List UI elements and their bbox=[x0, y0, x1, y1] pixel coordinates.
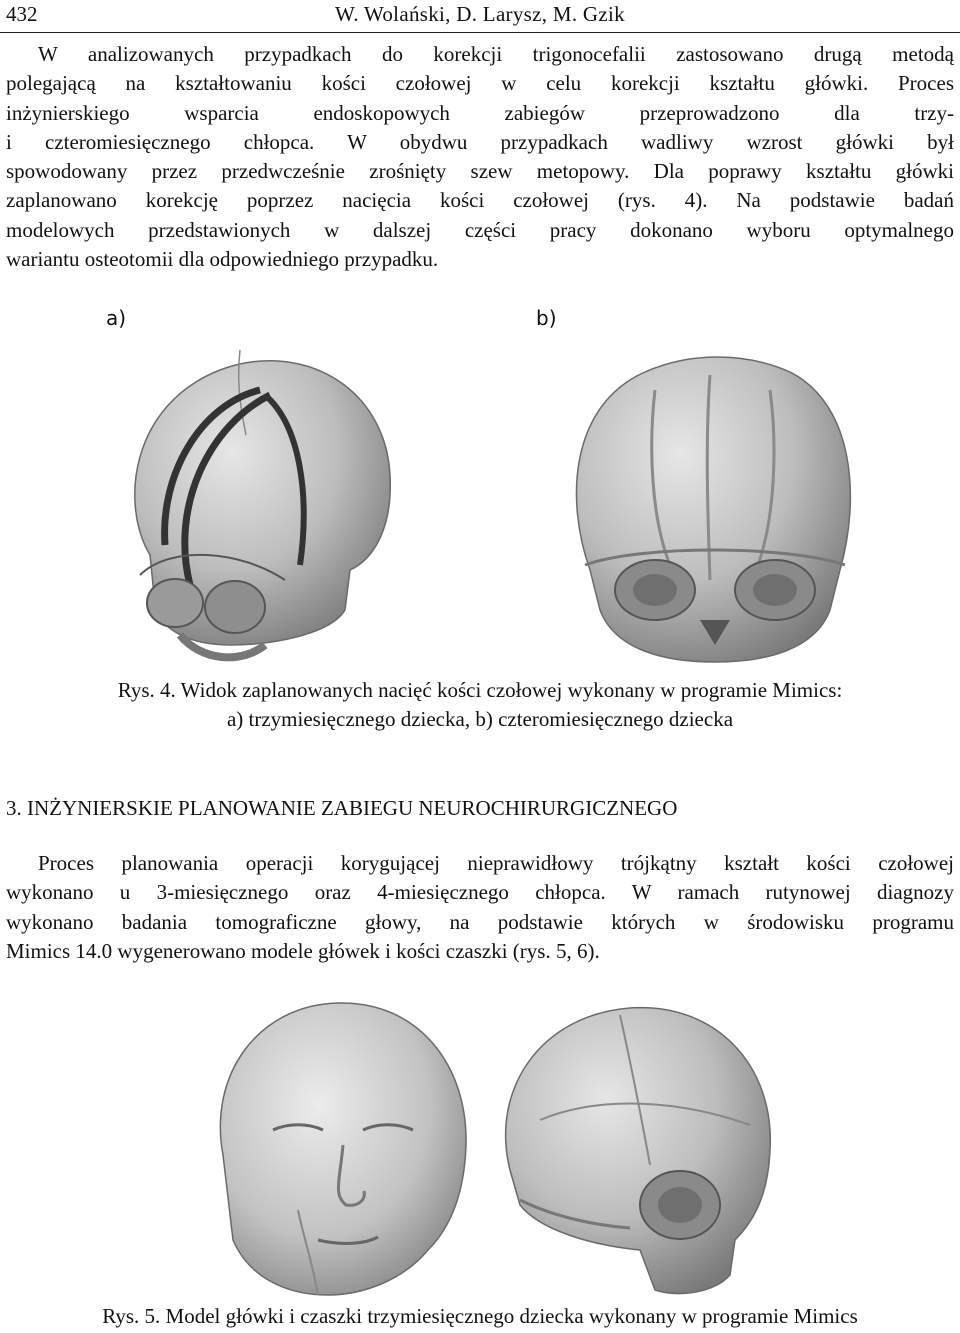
paragraph-line: inżynierskiego wsparcia endoskopowych zabiegów przeprowadzono dla trzy- bbox=[6, 100, 954, 125]
figure4-label-a: a) bbox=[106, 306, 127, 330]
infant-head-model-image bbox=[178, 995, 488, 1305]
infant-skull-model-image bbox=[480, 1000, 785, 1300]
figure4-caption-line-1: Rys. 4. Widok zaplanowanych nacięć kości czołowej wykonany w programie Mimics: bbox=[117, 678, 843, 702]
paragraph-line: spowodowany przez przedwcześnie zrośnięty szew metopowy. Dla poprawy kształtu główki bbox=[6, 159, 954, 184]
paragraph-line: modelowych przedstawionych w dalszej części pracy dokonano wyboru optymalnego bbox=[6, 217, 954, 242]
paragraph-line: wykonano u 3-miesięcznego oraz 4-miesięcznego chłopca. W ramach rutynowej diagnozy bbox=[6, 880, 954, 905]
skull-model-image-a bbox=[110, 345, 420, 670]
intro-paragraph bbox=[6, 40, 954, 274]
section3-paragraph bbox=[6, 849, 954, 966]
paragraph-line: polegającą na kształtowaniu kości czołowej w celu korekcji kształtu główki. Proces bbox=[6, 71, 954, 96]
paragraph-line: wariantu osteotomii dla odpowiedniego przypadku. bbox=[6, 247, 439, 272]
figure4-caption-line-2: a) trzymiesięcznego dziecka, b) czteromiesięcznego dziecka bbox=[226, 707, 734, 731]
page-header bbox=[0, 0, 960, 34]
page-number: 432 bbox=[6, 2, 38, 26]
figure4-label-b: b) bbox=[536, 306, 557, 330]
paragraph-line: zaplanowano korekcję poprzez nacięcia kości czołowej (rys. 4). Na podstawie badań bbox=[6, 188, 954, 213]
header-rule bbox=[0, 32, 960, 33]
running-head: W. Wolański, D. Larysz, M. Gzik bbox=[335, 2, 625, 26]
paragraph-line: wykonano badania tomograficzne głowy, na podstawie których w środowisku programu bbox=[6, 909, 954, 934]
skull-model-image-b bbox=[560, 350, 865, 670]
figure5-caption: Rys. 5. Model główki i czaszki trzymiesięcznego dziecka wykonany w programie Mimics bbox=[102, 1304, 858, 1328]
paragraph-line: Mimics 14.0 wygenerowano modele główek i kości czaszki (rys. 5, 6). bbox=[6, 938, 600, 963]
paragraph-line: i czteromiesięcznego chłopca. W obydwu przypadkach wadliwy wzrost główki był bbox=[6, 129, 954, 154]
paragraph-line: Proces planowania operacji korygującej nieprawidłowy trójkątny kształt kości czołowej bbox=[38, 851, 954, 875]
section-heading: 3. INŻYNIERSKIE PLANOWANIE ZABIEGU NEUROCHIRURGICZNEGO bbox=[6, 796, 678, 820]
paragraph-line: W analizowanych przypadkach do korekcji trigonocefalii zastosowano drugą metodą bbox=[38, 42, 954, 66]
